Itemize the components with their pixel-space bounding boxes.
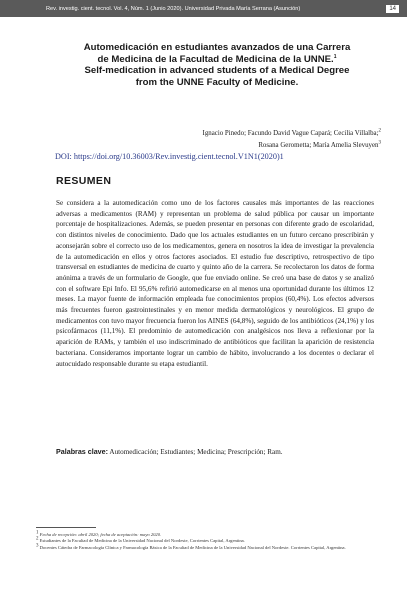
title-en-line-2: from the UNNE Faculty of Medicine. bbox=[135, 76, 299, 88]
journal-citation: Rev. investig. cient. tecnol. Vol. 4, Núm. 1 (Junio 2020). Universidad Privada María Serrana (Asunción) bbox=[46, 5, 301, 12]
doi-label: DOI: bbox=[55, 152, 72, 161]
abstract-heading: RESUMEN bbox=[56, 175, 112, 187]
title-es-line-1: Automedicación en estudiantes avanzados de una Carrera bbox=[83, 42, 351, 53]
author-footnote-marker-3: 3 bbox=[378, 140, 381, 146]
title-es-line-2: de Medicina de la Facultad de Medicina de la UNNE.$^1$ bbox=[97, 53, 337, 65]
footnote-2: $^2$ Estudiantes de la Facultad de Medicina de la Universidad Nacional del Nordeste, Corrientes Capital, Argentina. bbox=[36, 536, 245, 544]
author-line-1: Ignacio Pinedo; Facundo David Vague Capará; Cecilia Villalba;$^2$ bbox=[202, 128, 381, 137]
author-footnote-marker-2: 2 bbox=[378, 128, 381, 134]
doi-link[interactable]: https://doi.org/10.36003/Rev.investig.cient.tecnol.V1N1(2020)1 bbox=[73, 152, 284, 161]
title-footnote-marker: 1 bbox=[333, 53, 337, 60]
doi-line bbox=[55, 152, 284, 161]
keywords bbox=[56, 447, 374, 457]
footnote-3: $^3$ Docentes Cátedra de Farmacología Clínica y Farmacología Básica de la Facultad de Medicina de la Universidad Nacional del Nordeste. Corrientes Capital, Argentina. bbox=[36, 543, 346, 550]
page-number: 14 bbox=[386, 5, 399, 13]
footnote-1: $^1$ Fecha de recepción: abril 2020; fecha de aceptación: mayo 2020. bbox=[36, 530, 162, 537]
keywords-label: Palabras clave: bbox=[56, 448, 109, 456]
author-line-2: Rosana Gerometta; María Amelia Slevuyen$^3$ bbox=[258, 140, 381, 149]
abstract-body: Se considera a la automedicación como uno de los factores causales más importantes de las reacciones adversas a medicamentos (RAM) y representan un problema de salud pública por causar un importante porcentaje de hospitalizaciones. Además, se pueden presentar en personas con diferente grado de escolaridad, con distintos niveles de conocimiento. Dado que los actuales estudiantes en un futuro cercano prescribirán y aconsejarán sobre el correcto uso de los medicamentos, genera en nosotros la idea de investigar la prevalencia de la automedicación en ellos y otros factores asociados. El estudio fue descriptivo, retrospectivo de tipo transversal en estudiantes de medicina de cuarto y quinto año de la carrera. Se recolectaron los datos de forma anónima a través de un formulario de Google, que fue enviado online. Se creó una base de datos y se analizó con el software Epi Info. El 95,6% refirió automedicarse en al menos una oportunidad durante los últimos 12 meses. La mayor fuente de información empleada fue conocimientos propios (60,4%). Los efectos adversos más frecuentes fueron gastrointestinales y en menor medida dermatológicos y neurológicos. El grupo de medicamentos con tuvo mayor frecuencia fueron los AINES (64,8%), seguido de los antibióticos (24,1%) y los psicofármacos (11,1%). El predominio de automedicación con analgésicos nos lleva a reflexionar por la aparición de RAMs, y también el uso indiscriminado de antibióticos que facilitan la aparición de resistencia bacteriana. Consideramos importante lograr un cambio de hábito, involucrando a los docentes o declarar el autocuidado responsable durante su etapa estudiantil. bbox=[56, 199, 374, 368]
keywords-text: Automedicación; Estudiantes; Medicina; Prescripción; Ram. bbox=[109, 448, 283, 456]
journal-header bbox=[0, 0, 407, 17]
footnote-divider bbox=[36, 527, 96, 528]
author-list bbox=[81, 128, 381, 151]
article-title bbox=[56, 42, 378, 88]
title-en-line-1: Self-medication in advanced students of a Medical Degree bbox=[84, 65, 350, 77]
footnotes bbox=[36, 532, 376, 551]
